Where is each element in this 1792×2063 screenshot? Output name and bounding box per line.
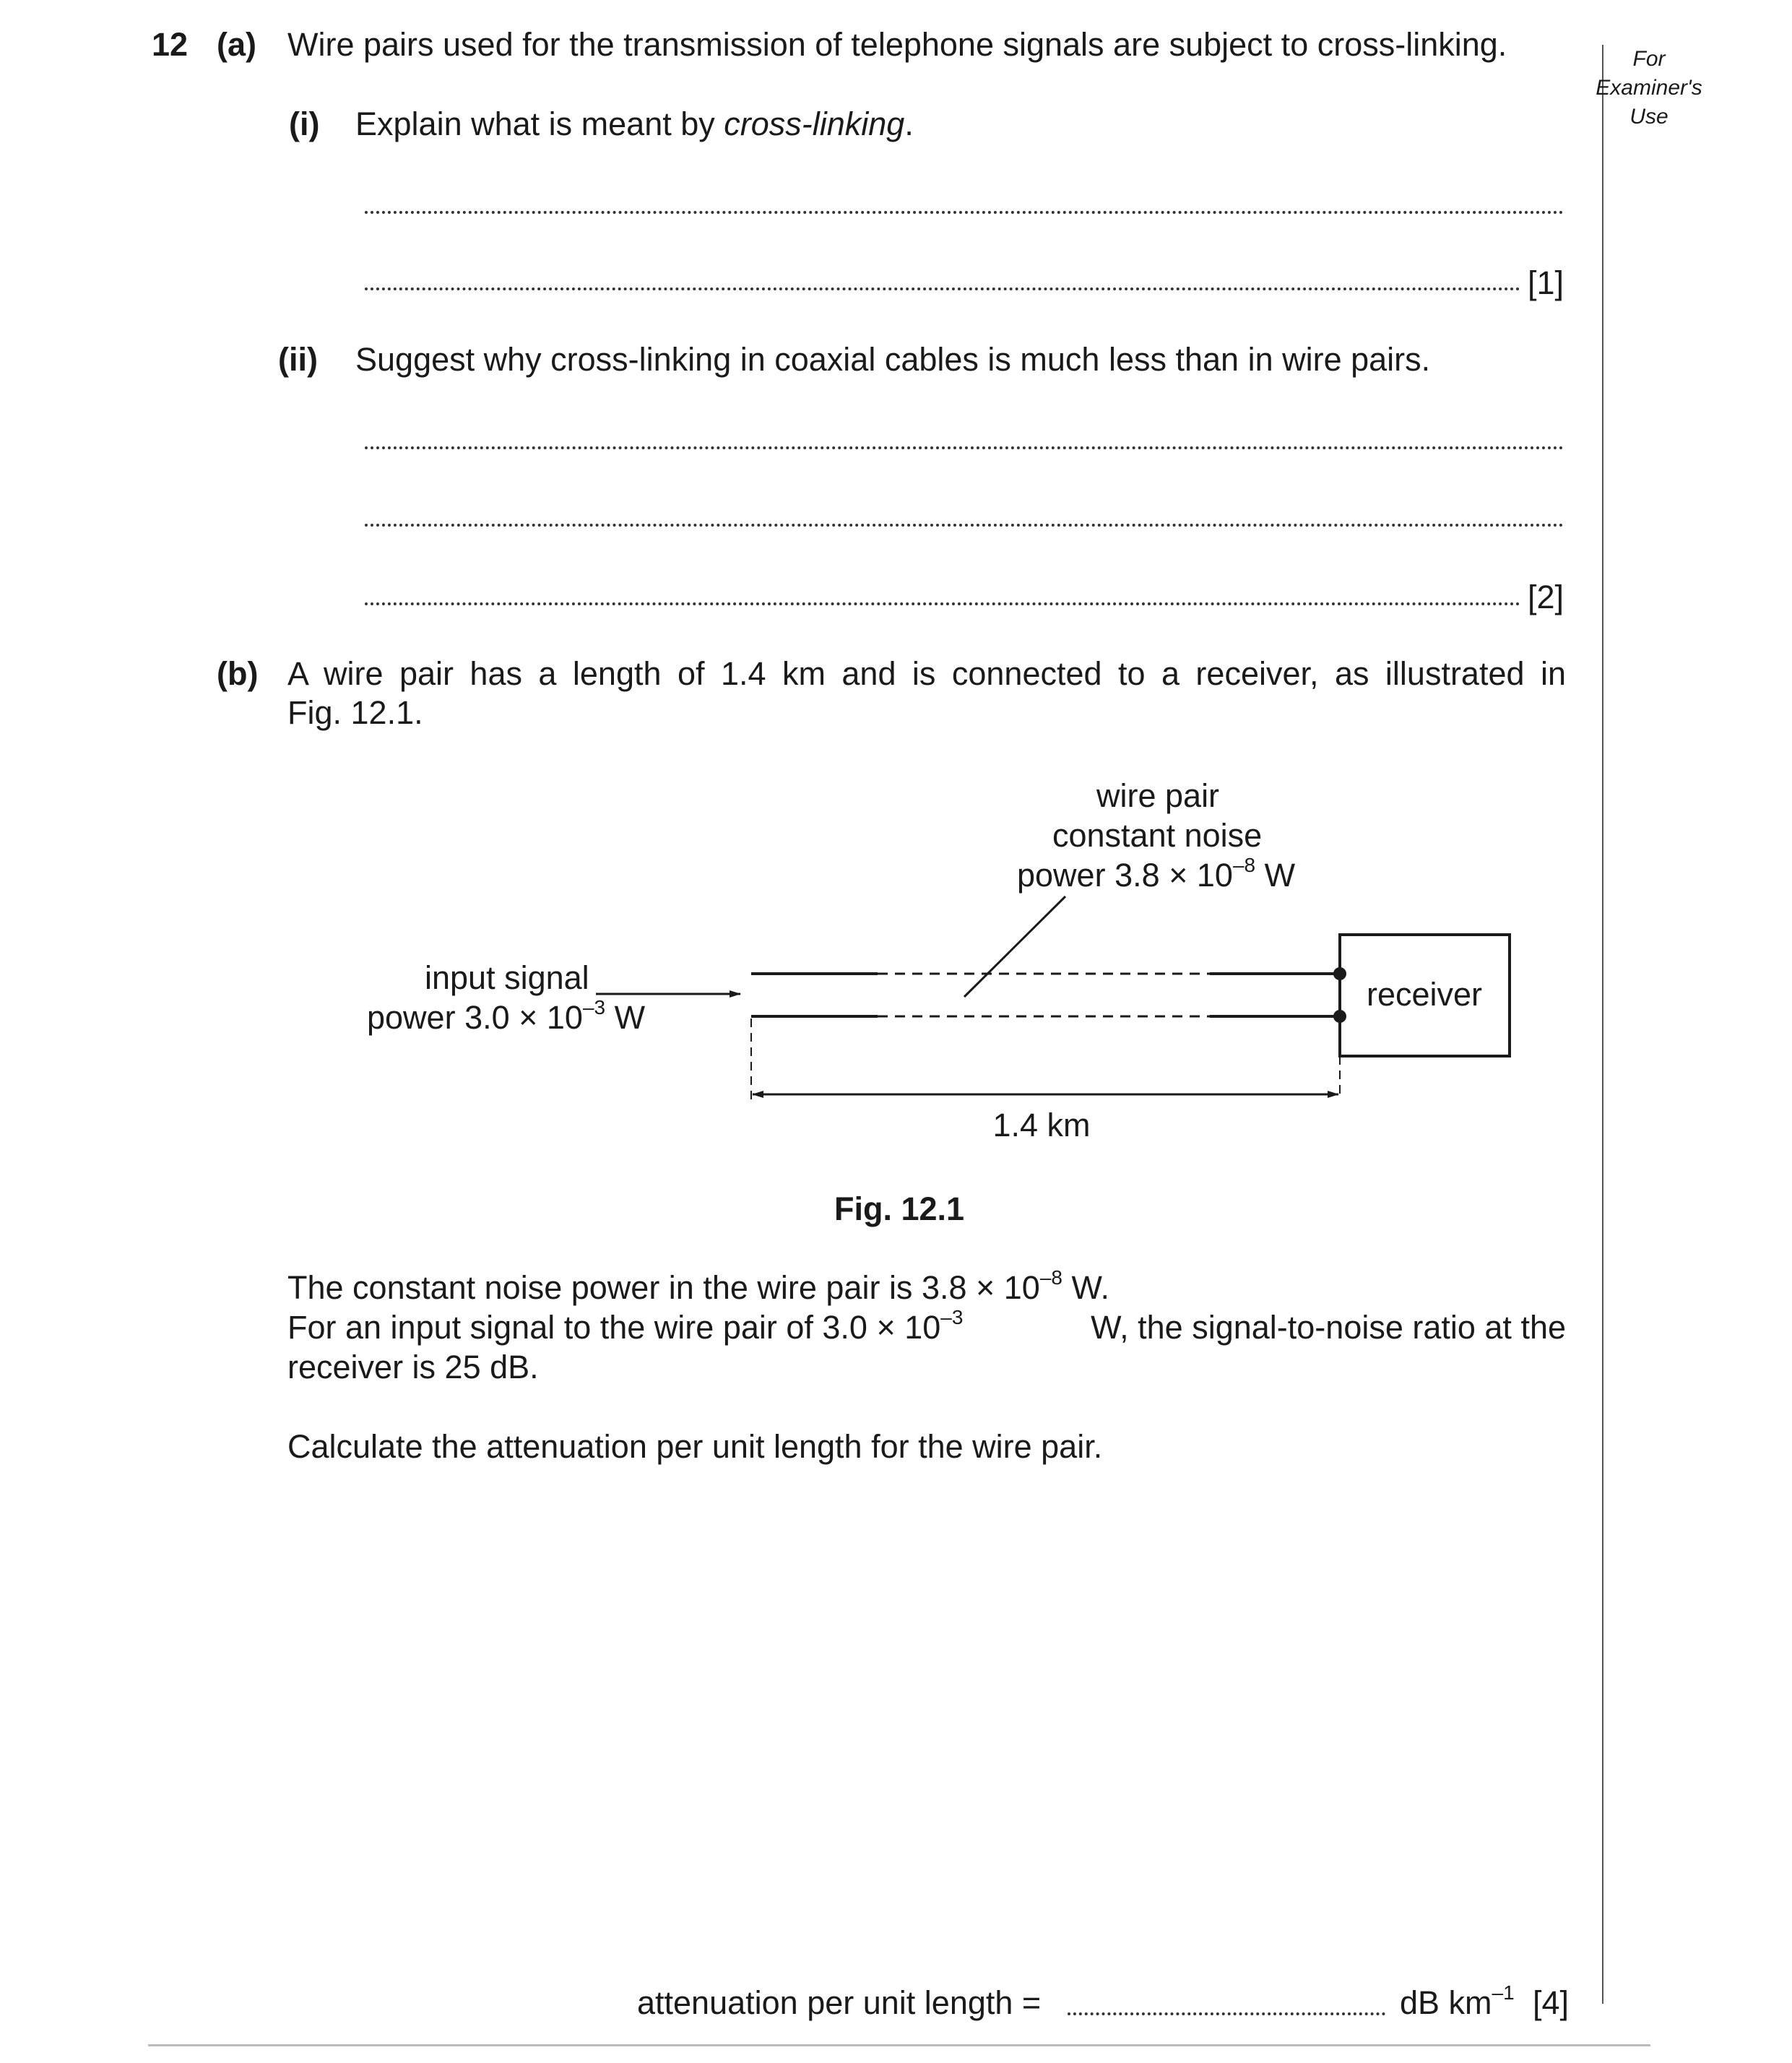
wire-label-line-1: wire pair <box>1096 777 1220 814</box>
input-signal-text-exponent: –3 <box>940 1306 964 1328</box>
figure-12-1 <box>0 766 1589 1170</box>
answer-unit <box>1400 1981 1515 2023</box>
input-label-line-2 <box>367 998 645 1037</box>
wire-noise-exponent: –8 <box>1232 854 1256 876</box>
input-signal-unit: W <box>605 999 646 1036</box>
length-label: 1.4 km <box>992 1107 1091 1143</box>
part-b-line-2: Fig. 12.1. <box>287 694 423 731</box>
answer-input-line[interactable] <box>1068 2012 1385 2015</box>
receiver-label: receiver <box>1366 976 1483 1013</box>
answer-line-a-ii-2[interactable] <box>365 524 1564 527</box>
examiner-line-3: Use <box>1629 105 1668 129</box>
part-b-line-1: A wire pair has a length of 1.4 km and is connected to a receiver, as illustrated in <box>287 655 1566 692</box>
answer-label: attenuation per unit length = <box>637 1984 1042 2021</box>
part-a-i-text: Explain what is meant by <box>355 105 724 142</box>
noise-power-exponent: –8 <box>1039 1266 1062 1289</box>
wire-noise-unit: W <box>1255 857 1296 894</box>
snr-text: W, the signal-to-noise ratio at the <box>1091 1309 1566 1346</box>
marks-a-i: [1] <box>1528 264 1564 301</box>
part-a-ii-text: Suggest why cross-linking in coaxial cables is much less than in wire pairs. <box>355 341 1431 378</box>
wire-label-leader <box>964 896 1065 997</box>
answer-line-a-ii-3[interactable] <box>365 602 1520 605</box>
input-label-line-1: input signal <box>425 959 589 996</box>
input-signal-power: power 3.0 × 10 <box>367 999 583 1036</box>
noise-power-text: The constant noise power in the wire pair is 3.8 × 10 <box>287 1269 1040 1306</box>
part-a-i-label: (i) <box>289 105 320 142</box>
noise-power-unit: W. <box>1062 1269 1109 1306</box>
wire-noise-power: power 3.8 × 10 <box>1017 857 1233 894</box>
examiner-line-1: For <box>1632 47 1666 71</box>
wire-label-line-2: constant noise <box>1052 817 1263 854</box>
answer-unit-text: dB km <box>1400 1984 1492 2021</box>
part-b-para-3: receiver is 25 dB. <box>287 1349 539 1385</box>
part-a-i-question <box>355 105 914 144</box>
part-b-instruction: Calculate the attenuation per unit length for the wire pair. <box>287 1428 1103 1465</box>
part-b-para-2 <box>287 1308 1566 1347</box>
answer-line-a-ii-1[interactable] <box>365 446 1564 449</box>
question-number: 12 <box>152 26 189 63</box>
wire-label-line-3 <box>1017 856 1295 895</box>
part-b-para-1 <box>287 1268 1109 1307</box>
part-a-i-text-end: . <box>904 105 914 142</box>
para-2-first-half <box>287 1308 963 1347</box>
part-a-text: Wire pairs used for the transmission of telephone signals are subject to cross-linking. <box>287 26 1507 63</box>
marks-b: [4] <box>1533 1984 1570 2021</box>
page-bottom-rule <box>148 2044 1650 2046</box>
part-a-ii-label: (ii) <box>278 341 318 378</box>
examiner-line-2: Examiner's <box>1596 76 1702 100</box>
examiner-margin-rule <box>1602 45 1603 2004</box>
marks-a-ii: [2] <box>1528 579 1564 615</box>
examiner-use-label <box>1588 45 1710 131</box>
answer-unit-exponent: –1 <box>1492 1981 1515 2004</box>
answer-line-a-i-2[interactable] <box>365 287 1520 290</box>
figure-caption: Fig. 12.1 <box>834 1190 965 1227</box>
part-a-label: (a) <box>217 26 256 63</box>
part-a-i-italic-term: cross-linking <box>724 105 905 142</box>
input-signal-exponent: –3 <box>582 996 606 1018</box>
part-b-label: (b) <box>217 655 259 692</box>
answer-line-a-i-1[interactable] <box>365 211 1564 214</box>
input-signal-text: For an input signal to the wire pair of 3.0 × 10 <box>287 1309 941 1346</box>
